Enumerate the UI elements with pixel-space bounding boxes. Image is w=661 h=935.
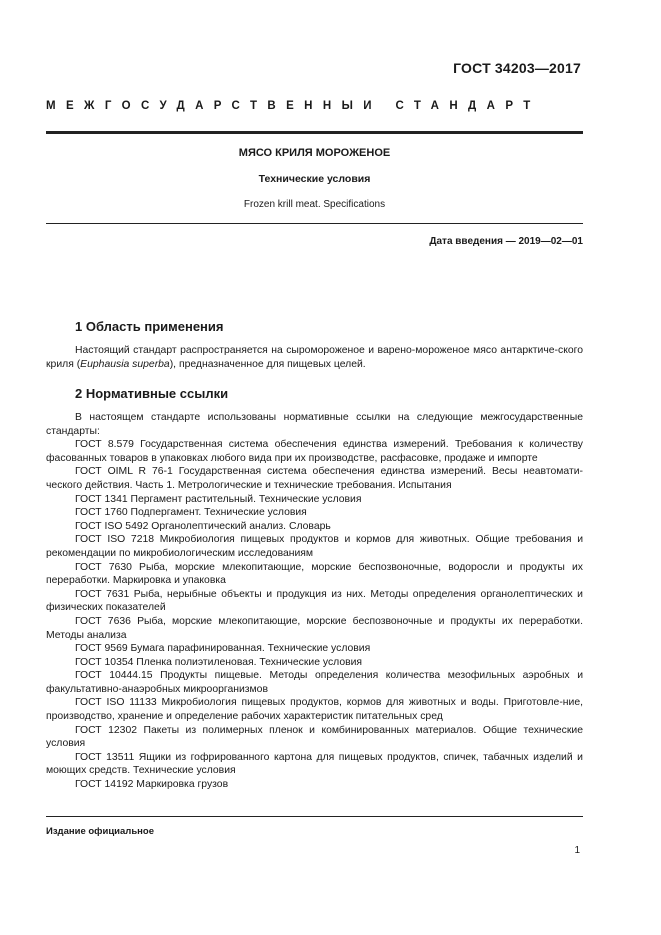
introduction-date: Дата введения — 2019—02—01 <box>429 236 583 247</box>
section-2-heading: 2 Нормативные ссылки <box>75 386 229 401</box>
official-edition-label: Издание официальное <box>46 826 154 837</box>
normative-references <box>46 411 583 792</box>
reference-item: ГОСТ 12302 Пакеты из полимерных пленок и комбинированных материалов. Общие технические условия <box>46 724 583 750</box>
gost-code: ГОСТ 34203—2017 <box>453 60 581 76</box>
section-1-text: Настоящий стандарт распространяется на сыромороженое и варено-мороженое мясо антарктиче-ского криля (Euphausia superba), предназначенное для пищевых целей. <box>46 345 583 370</box>
reference-item: ГОСТ 9569 Бумага парафинированная. Технические условия <box>75 643 371 655</box>
species-name: Euphausia superba <box>80 358 170 370</box>
document-subtitle: Технические условия <box>258 173 371 185</box>
reference-item: ГОСТ 7630 Рыба, морские млекопитающие, морские беспозвоночные, водоросли и продукты их переработки. Маркировка и упаковка <box>46 561 583 587</box>
reference-item: ГОСТ 14192 Маркировка грузов <box>75 779 229 791</box>
section-1-heading: 1 Область применения <box>75 319 224 334</box>
english-title: Frozen krill meat. Specifications <box>243 199 386 210</box>
footer-rule <box>46 816 583 817</box>
reference-item: ГОСТ 1341 Пергамент растительный. Технические условия <box>75 493 362 505</box>
header-rule <box>46 131 583 134</box>
reference-item: ГОСТ 8.579 Государственная система обеспечения единства измерений. Требования к количеству фасованных товаров в упаковках любого вида при их производстве, расфасовке, продаже и импорте <box>46 439 583 464</box>
reference-item: ГОСТ ISO 7218 Микробиология пищевых продуктов и кормов для животных. Общие требования и рекомендации по микробиологическим исследованиям <box>46 534 583 559</box>
reference-item: ГОСТ 7636 Рыба, морские млекопитающие, морские беспозвоночные и продукты их переработки. Методы анализа <box>46 615 583 641</box>
reference-item: ГОСТ ISO 11133 Микробиология пищевых продуктов, кормов для животных и воды. Приготовле-ние, производство, хранение и определение рабочих характеристик питательных сред <box>46 697 583 723</box>
reference-item: ГОСТ OIML R 76-1 Государственная система обеспечения единства измерений. Весы неавтомати-ческого действия. Часть 1. Метрологические и технические требования. Испытания <box>46 466 583 491</box>
reference-item: ГОСТ ISO 5492 Органолептический анализ. Словарь <box>75 520 331 532</box>
reference-item: ГОСТ 1760 Подпергамент. Технические условия <box>75 507 307 519</box>
document-title: МЯСО КРИЛЯ МОРОЖЕНОЕ <box>238 147 391 159</box>
reference-item: ГОСТ 13511 Ящики из гофрированного картона для пищевых продуктов, спичек, табачных изделий и моющих средств. Технические условия <box>46 751 583 777</box>
reference-item: ГОСТ 10444.15 Продукты пищевые. Методы определения количества мезофильных аэробных и факультативно-анаэробных микроорганизмов <box>46 670 583 695</box>
title-rule <box>46 223 583 224</box>
page-number: 1 <box>574 845 580 856</box>
interstate-standard-label: МЕЖГОСУДАРСТВЕННЫЙ СТАНДАРТ <box>46 100 541 112</box>
reference-item: ГОСТ 7631 Рыба, нерыбные объекты и продукция из них. Методы определения органолептических и физических показателей <box>46 588 583 614</box>
reference-item: ГОСТ 10354 Пленка полиэтиленовая. Технические условия <box>75 656 363 668</box>
references-intro: В настоящем стандарте использованы нормативные ссылки на следующие межгосударственные стандарты: <box>46 412 583 437</box>
